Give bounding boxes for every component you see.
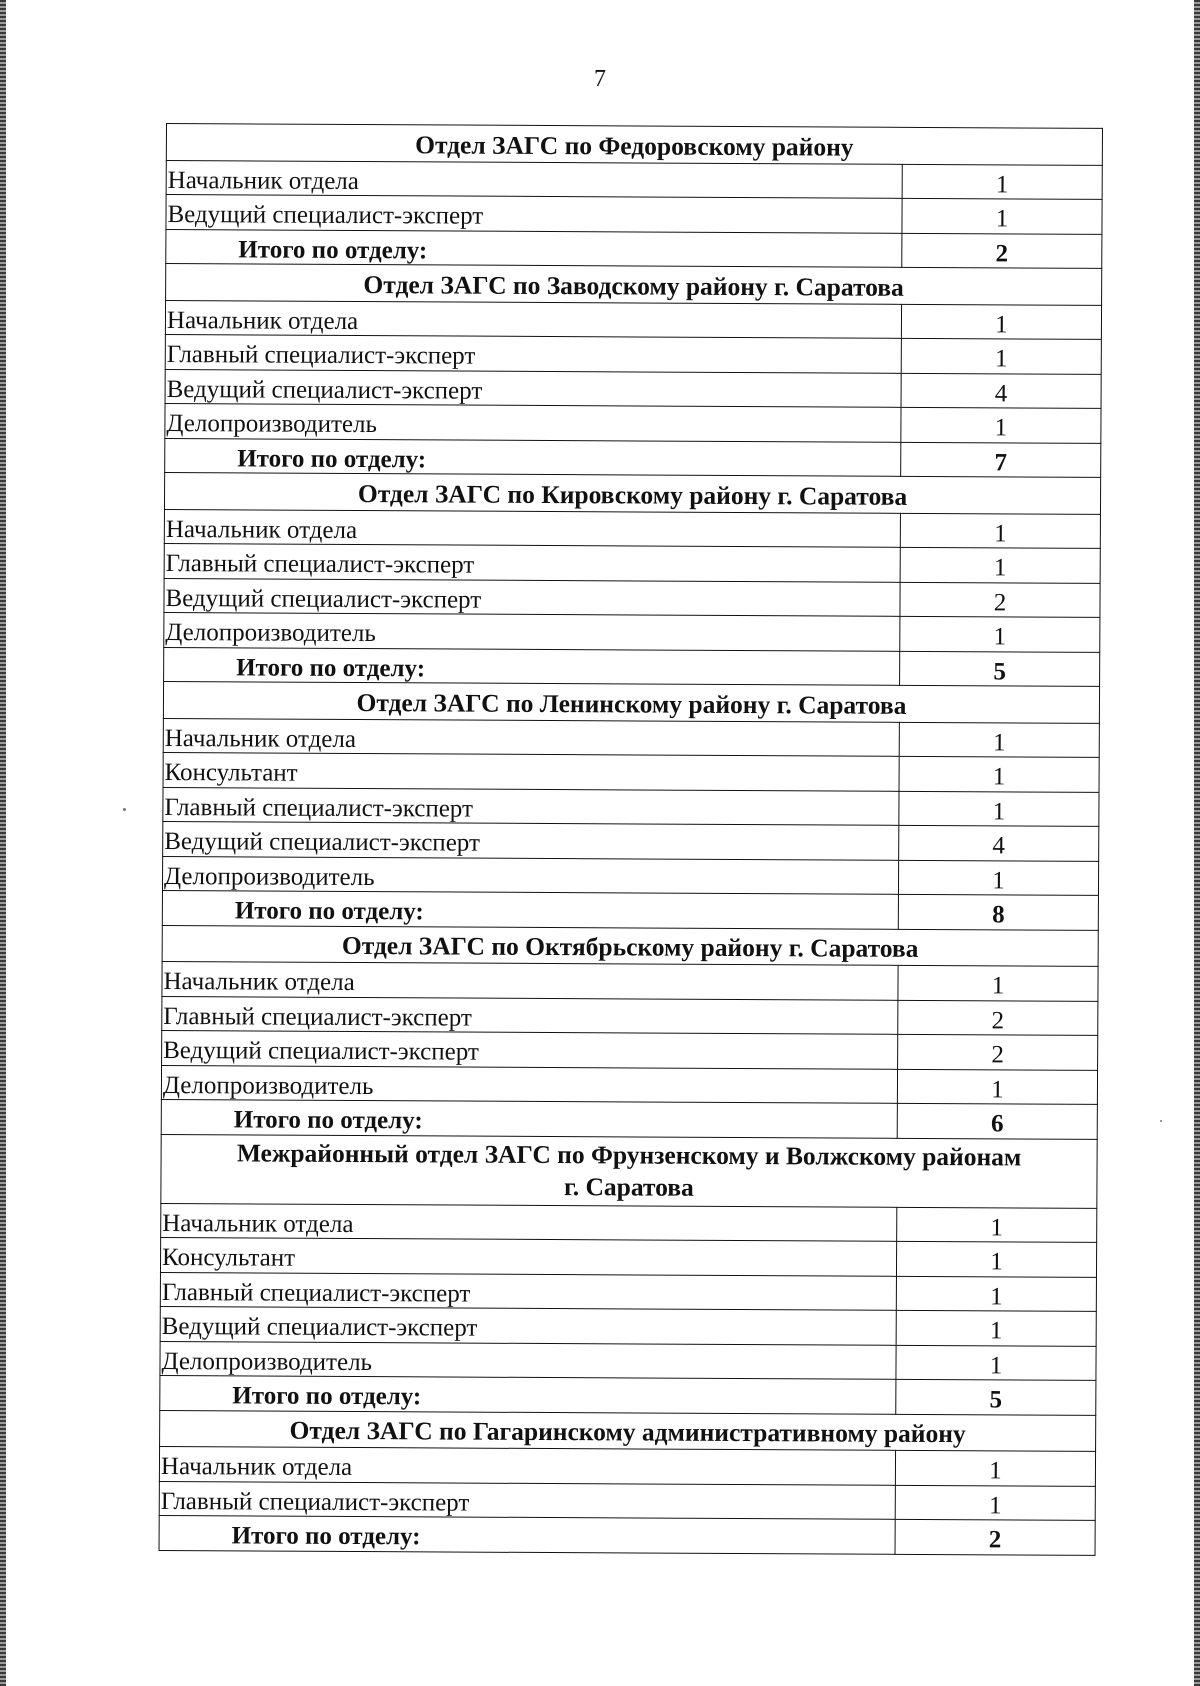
total-row <box>166 229 1102 268</box>
total-label: Итого по отделу: <box>164 647 900 685</box>
total-count: 2 <box>902 233 1102 269</box>
position-count: 1 <box>901 338 1101 374</box>
department-title: Отдел ЗАГС по Гагаринскому административному району <box>160 1410 1096 1451</box>
position-count: 2 <box>898 1000 1098 1036</box>
position-name: Делопроизводитель <box>165 403 901 441</box>
position-name: Ведущий специалист-эксперт <box>160 1306 896 1344</box>
position-name: Главный специалист-эксперт <box>160 1272 896 1310</box>
scan-left-edge <box>0 0 6 1686</box>
position-row <box>166 195 1102 234</box>
total-label: Итого по отделу: <box>159 1515 895 1553</box>
position-count: 4 <box>901 373 1101 409</box>
total-label: Итого по отделу: <box>160 1375 896 1413</box>
total-row <box>159 1515 1095 1554</box>
department-title: Отдел ЗАГС по Кировскому району г. Саратова <box>164 472 1100 513</box>
position-row <box>162 1030 1098 1069</box>
position-name: Начальник отдела <box>162 961 898 999</box>
total-row <box>161 1099 1097 1138</box>
department-header-row <box>166 264 1102 305</box>
department-header-row <box>162 925 1098 966</box>
page-number: 7 <box>594 66 606 92</box>
position-row <box>160 1237 1096 1276</box>
position-name: Начальник отдела <box>165 300 901 338</box>
position-row <box>160 1272 1096 1311</box>
department-title <box>161 1134 1097 1208</box>
position-name: Ведущий специалист-эксперт <box>162 1030 898 1068</box>
position-count: 2 <box>900 582 1100 618</box>
scan-speck <box>123 808 126 811</box>
position-count: 1 <box>897 1207 1097 1243</box>
position-count: 1 <box>896 1345 1096 1381</box>
position-row <box>163 821 1099 860</box>
position-row <box>162 961 1098 1000</box>
position-count: 1 <box>899 722 1099 758</box>
total-label: Итого по отделу: <box>162 890 898 928</box>
total-count: 5 <box>896 1379 1096 1415</box>
position-count: 1 <box>901 304 1101 340</box>
position-row <box>162 856 1098 895</box>
position-row <box>163 787 1099 826</box>
total-count: 2 <box>895 1519 1095 1555</box>
position-name: Делопроизводитель <box>162 856 898 894</box>
position-count: 1 <box>896 1241 1096 1277</box>
position-row <box>159 1481 1095 1520</box>
total-count: 8 <box>898 894 1098 930</box>
department-header-row <box>164 472 1100 513</box>
position-row <box>160 1341 1096 1380</box>
department-title: Отдел ЗАГС по Ленинскому району г. Саратова <box>163 681 1099 722</box>
position-name: Консультант <box>160 1237 896 1275</box>
department-header-row <box>163 681 1099 722</box>
department-title-line: г. Саратова <box>564 1171 694 1202</box>
position-row <box>164 578 1100 617</box>
position-count: 1 <box>902 164 1102 200</box>
position-row <box>164 543 1100 582</box>
position-name: Ведущий специалист-эксперт <box>166 195 902 233</box>
position-name: Главный специалист-эксперт <box>163 787 899 825</box>
position-name: Начальник отдела <box>166 160 902 198</box>
position-name: Ведущий специалист-эксперт <box>163 821 899 859</box>
position-name: Делопроизводитель <box>160 1341 896 1379</box>
position-row <box>160 1306 1096 1345</box>
scan-right-edge <box>1194 0 1200 1686</box>
position-count: 1 <box>896 1276 1096 1312</box>
position-row <box>165 369 1101 408</box>
staffing-table <box>159 123 1103 1555</box>
department-header-row <box>166 124 1102 165</box>
position-row <box>161 1065 1097 1104</box>
position-row <box>165 334 1101 373</box>
position-row <box>159 1446 1095 1485</box>
total-row <box>160 1375 1096 1414</box>
position-count: 1 <box>895 1450 1095 1486</box>
department-header-row <box>160 1410 1096 1451</box>
position-row <box>165 403 1101 442</box>
position-count: 1 <box>896 1310 1096 1346</box>
position-row <box>164 612 1100 651</box>
position-name: Главный специалист-эксперт <box>159 1481 895 1519</box>
position-count: 1 <box>900 616 1100 652</box>
position-count: 1 <box>898 860 1098 896</box>
total-label: Итого по отделу: <box>161 1099 897 1137</box>
department-title-line: Межрайонный отдел ЗАГС по Фрунзенскому и Волжскому районам <box>236 1138 1022 1172</box>
scan-speck <box>1160 1120 1162 1122</box>
position-count: 1 <box>895 1485 1095 1521</box>
total-count: 7 <box>901 442 1101 478</box>
department-title: Отдел ЗАГС по Октябрьскому району г. Саратова <box>162 925 1098 966</box>
position-name: Консультант <box>163 752 899 790</box>
position-row <box>166 160 1102 199</box>
position-row <box>163 718 1099 757</box>
position-count: 1 <box>900 547 1100 583</box>
position-count: 1 <box>897 1069 1097 1105</box>
position-name: Главный специалист-эксперт <box>164 543 900 581</box>
total-row <box>164 647 1100 686</box>
position-count: 1 <box>902 198 1102 234</box>
position-name: Делопроизводитель <box>161 1065 897 1103</box>
position-name: Ведущий специалист-эксперт <box>164 578 900 616</box>
position-count: 1 <box>901 407 1101 443</box>
position-row <box>162 996 1098 1035</box>
position-name: Главный специалист-эксперт <box>165 334 901 372</box>
position-count: 1 <box>898 965 1098 1001</box>
total-count: 6 <box>897 1103 1097 1139</box>
position-name: Начальник отдела <box>159 1446 895 1484</box>
position-name: Ведущий специалист-эксперт <box>165 369 901 407</box>
total-row <box>162 890 1098 929</box>
total-count: 5 <box>900 651 1100 687</box>
position-count: 1 <box>899 756 1099 792</box>
position-name: Делопроизводитель <box>164 612 900 650</box>
position-count: 1 <box>899 791 1099 827</box>
position-count: 1 <box>900 513 1100 549</box>
position-name: Главный специалист-эксперт <box>162 996 898 1034</box>
position-row <box>164 509 1100 548</box>
position-count: 2 <box>898 1034 1098 1070</box>
position-row <box>165 300 1101 339</box>
department-title: Отдел ЗАГС по Заводскому району г. Саратова <box>166 264 1102 305</box>
position-name: Начальник отдела <box>164 509 900 547</box>
department-header-row <box>161 1134 1097 1208</box>
department-title: Отдел ЗАГС по Федоровскому району <box>166 124 1102 165</box>
total-label: Итого по отделу: <box>166 229 902 267</box>
total-row <box>165 438 1101 477</box>
position-count: 4 <box>899 825 1099 861</box>
position-name: Начальник отдела <box>161 1203 897 1241</box>
position-row <box>163 752 1099 791</box>
position-row <box>161 1203 1097 1242</box>
position-name: Начальник отдела <box>163 718 899 756</box>
total-label: Итого по отделу: <box>165 438 901 476</box>
